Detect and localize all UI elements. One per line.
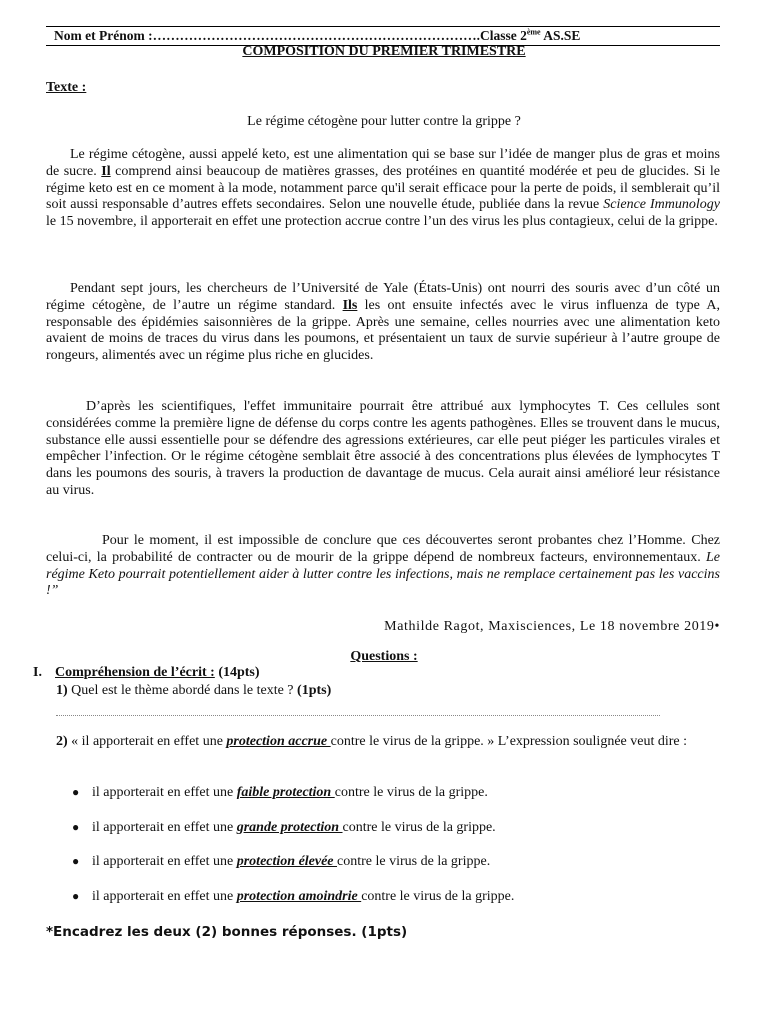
document-title: COMPOSITION DU PREMIER TRIMESTRE xyxy=(242,44,526,59)
article-title: Le régime cétogène pour lutter contre la grippe ? xyxy=(247,114,521,129)
class-suffix: AS.SE xyxy=(540,28,581,43)
paragraph-3: D’après les scientifiques, l'effet immunitaire pourrait être attribué aux lymphocytes T. Ces cellules sont considérées comme la première ligne de défense du corps contre les agents pathogènes. Elles se trouvent dans le mucus, substance elle aussi essentielle pour se défendre des agressions extérieures, car elle peut piéger les particules virales et empêcher l’infection. Or le régime cétogène semblait être associé à des concentrations plus élevées de lymphocytes T dans les poumons des souris, à travers la production de davantage de mucus. Cela aurait ainsi amélioré leur résistance au virus. xyxy=(46,399,720,498)
option-term: faible protection xyxy=(236,785,335,800)
bullet-icon: ● xyxy=(72,854,80,868)
name-label: Nom et Prénom :……………………………………………………………….Classe 2 xyxy=(54,28,527,43)
paragraph-4: Pour le moment, il est impossible de conclure que ces découvertes seront probantes chez l’Homme. Chez celui-ci, la probabilité de contracter ou de mourir de la grippe dépend de nombreux facteurs, environnementaux. Le régime Keto pourrait potentiellement aider à lutter contre les infections, mais ne remplace certainement pas les vaccins !” xyxy=(46,533,720,599)
instruction-footnote: *Encadrez les deux (2) bonnes réponses. (1pts) xyxy=(46,924,408,940)
answer-line[interactable] xyxy=(56,703,660,716)
journal-name: Science Immunology xyxy=(603,197,720,213)
question-2: 2) « il apporterait en effet une protection accrue contre le virus de la grippe. » L’expression soulignée veut dire : xyxy=(56,734,688,749)
italic-quote: Le régime Keto pourrait potentiellement aider à lutter contre les infections, mais ne remplace certainement pas les vaccins !” xyxy=(46,549,720,599)
texte-label: Texte : xyxy=(46,80,87,95)
pronoun-il: Il xyxy=(101,163,111,179)
pronoun-ils: Ils xyxy=(342,297,358,313)
class-superscript: ème xyxy=(526,27,541,37)
section-points: (14pts) xyxy=(214,665,260,680)
questions-title: Questions : xyxy=(350,649,418,664)
answer-option[interactable]: ● il apporterait en effet une grande protection contre le virus de la grippe. xyxy=(72,820,496,835)
bullet-icon: ● xyxy=(72,785,80,799)
underlined-expression: protection accrue xyxy=(226,734,331,749)
answer-option[interactable]: ● il apporterait en effet une faible protection contre le virus de la grippe. xyxy=(72,785,488,800)
student-header xyxy=(46,26,720,46)
name-class-line xyxy=(54,27,580,45)
paragraph-2: Pendant sept jours, les chercheurs de l’Université de Yale (États-Unis) ont nourri des souris avec d’un côté un régime cétogène, de l’autre un régime standard. Ils les ont ensuite infectés avec le virus influenza de type A, responsable des épidémies saisonnières de la grippe. Après une semaine, celles nourries avec une alimentation keto avaient de moins de traces du virus dans les poumons, et présentaient un taux de survie supérieur à l’autre groupe de rongeurs, alimentés avec un régime plus riche en glucides. xyxy=(46,281,720,364)
answer-option[interactable]: ● il apporterait en effet une protection amoindrie contre le virus de la grippe. xyxy=(72,889,515,904)
option-term: protection élevée xyxy=(236,854,338,869)
question-1: 1) Quel est le thème abordé dans le texte ? (1pts) xyxy=(56,683,332,698)
section-heading xyxy=(33,665,260,681)
answer-option[interactable]: ● il apporterait en effet une protection élevée contre le virus de la grippe. xyxy=(72,854,491,869)
section-label: Compréhension de l’écrit : xyxy=(55,665,215,680)
paragraph-1: Le régime cétogène, aussi appelé keto, est une alimentation qui se base sur l’idée de manger plus de gras et moins de sucre. Il comprend ainsi beaucoup de matières grasses, des protéines en quantité modérée et peu de glucides. Si le régime keto est en ce moment à la mode, notamment parce qu'il serait efficace pour la perte de poids, il semblerait qu’il soit aussi responsable d’autres effets secondaires. Selon une nouvelle étude, publiée dans la revue Science Immunology le 15 novembre, il apporterait en effet une protection accrue contre l’un des virus les plus contagieux, celui de la grippe. xyxy=(46,147,720,230)
question-1-points: (1pts) xyxy=(297,683,332,698)
bullet-icon: ● xyxy=(72,889,80,903)
option-term: protection amoindrie xyxy=(236,889,362,904)
option-term: grande protection xyxy=(236,820,343,835)
section-number: I. xyxy=(33,665,42,680)
bullet-icon: ● xyxy=(72,820,80,834)
article-signature: Mathilde Ragot, Maxisciences, Le 18 novembre 2019• xyxy=(384,619,720,634)
